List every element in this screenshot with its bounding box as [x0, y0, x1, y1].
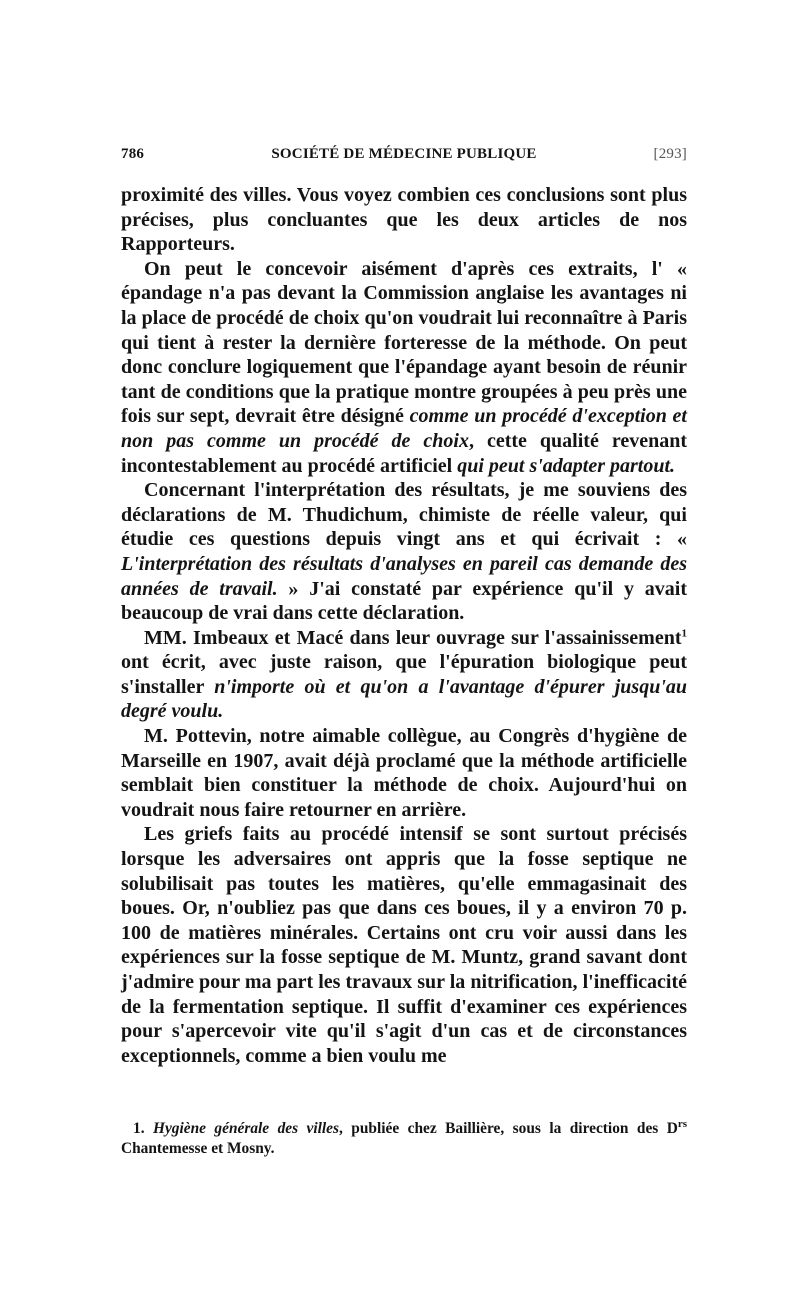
- paragraph: [121, 822, 687, 1068]
- footnote-marker: rs: [677, 1117, 687, 1130]
- paragraph: [121, 257, 687, 478]
- paragraph: [121, 626, 687, 724]
- footnotes: [121, 1119, 687, 1159]
- footnote-marker: 1: [681, 627, 687, 640]
- body-text: [121, 183, 687, 1068]
- italic-run: L'interprétation des résultats d'analyses en pareil cas demande des années de travail.: [121, 552, 687, 600]
- text-run: Concernant l'interprétation des résultats, je me souviens des déclarations de M. Thudichum, chimiste de réelle valeur, qui étudie ces questions depuis vingt ans et qui écrivait : «: [121, 479, 687, 551]
- text-run: » J'ai constaté par expérience qu'il y avait beaucoup de vrai dans cette déclaration.: [121, 577, 687, 625]
- italic-run: n'importe où et qu'on a l'avantage d'épurer jusqu'au degré voulu.: [121, 675, 687, 723]
- italic-run: Hygiène générale des villes: [152, 1120, 339, 1137]
- text-run: Chantemesse et Mosny.: [121, 1140, 275, 1157]
- text-run: , cette qualité revenant incontestablement au procédé artificiel: [121, 429, 687, 477]
- paragraph: [121, 724, 687, 822]
- italic-run: qui peut s'adapter partout.: [457, 454, 676, 477]
- text-run: proximité des villes. Vous voyez combien ces conclusions sont plus précises, plus concluantes que les deux articles de nos Rapporteurs.: [121, 184, 687, 256]
- text-run: Les griefs faits au procédé intensif se sont surtout précisés lorsque les adversaires ont appris que la fosse septique ne solubilisait pas toutes les matières, qu'elle emmagasinait des boues. Or, n'oubliez pas que dans ces boues, il y a environ 70 p. 100 de matières minérales. Certains ont cru voir aussi dans les expériences sur la fosse septique de M. Muntz, grand savant dont j'admire pour ma part les travaux sur la nitrification, l'inefficacité de la fermentation septique. Il suffit d'examiner ces expériences pour s'apercevoir vite qu'il s'agit d'un cas et de circonstances exceptionnels, comme a bien voulu me: [121, 823, 687, 1067]
- page-number: 786: [121, 146, 145, 162]
- page-header: [121, 146, 687, 170]
- text-run: M. Pottevin, notre aimable collègue, au Congrès d'hygiène de Marseille en 1907, avait déjà proclamé que la méthode artificielle semblait bien constituer la méthode de choix. Aujourd'hui on voudrait nous faire retourner en arrière.: [121, 725, 687, 821]
- text-run: 1.: [133, 1120, 153, 1137]
- paragraph: [121, 183, 687, 257]
- text-run: , publiée chez Baillière, sous la direction des D: [339, 1120, 678, 1137]
- paragraph: [121, 478, 687, 626]
- text-run: On peut le concevoir aisément d'après ces extraits, l' « épandage n'a pas devant la Commission anglaise les avantages ni la place de procédé de choix qu'on voudrait lui reconnaître à Paris qui tient à rester la dernière forteresse de la méthode. On peut donc conclure logiquement que l'épandage ayant besoin de réunir tant de conditions que la pratique montre groupées à peu près une fois sur sept, devrait être désigné: [121, 257, 687, 428]
- section-number: [293]: [653, 146, 687, 162]
- footnote: [121, 1119, 687, 1159]
- italic-run: comme un procédé d'exception et non pas comme un procédé de choix: [121, 405, 687, 452]
- text-run: MM. Imbeaux et Macé dans leur ouvrage sur l'assainissement: [144, 626, 682, 649]
- text-run: ont écrit, avec juste raison, que l'épuration biologique peut s'installer: [121, 651, 687, 698]
- running-title: SOCIÉTÉ DE MÉDECINE PUBLIQUE: [271, 146, 537, 162]
